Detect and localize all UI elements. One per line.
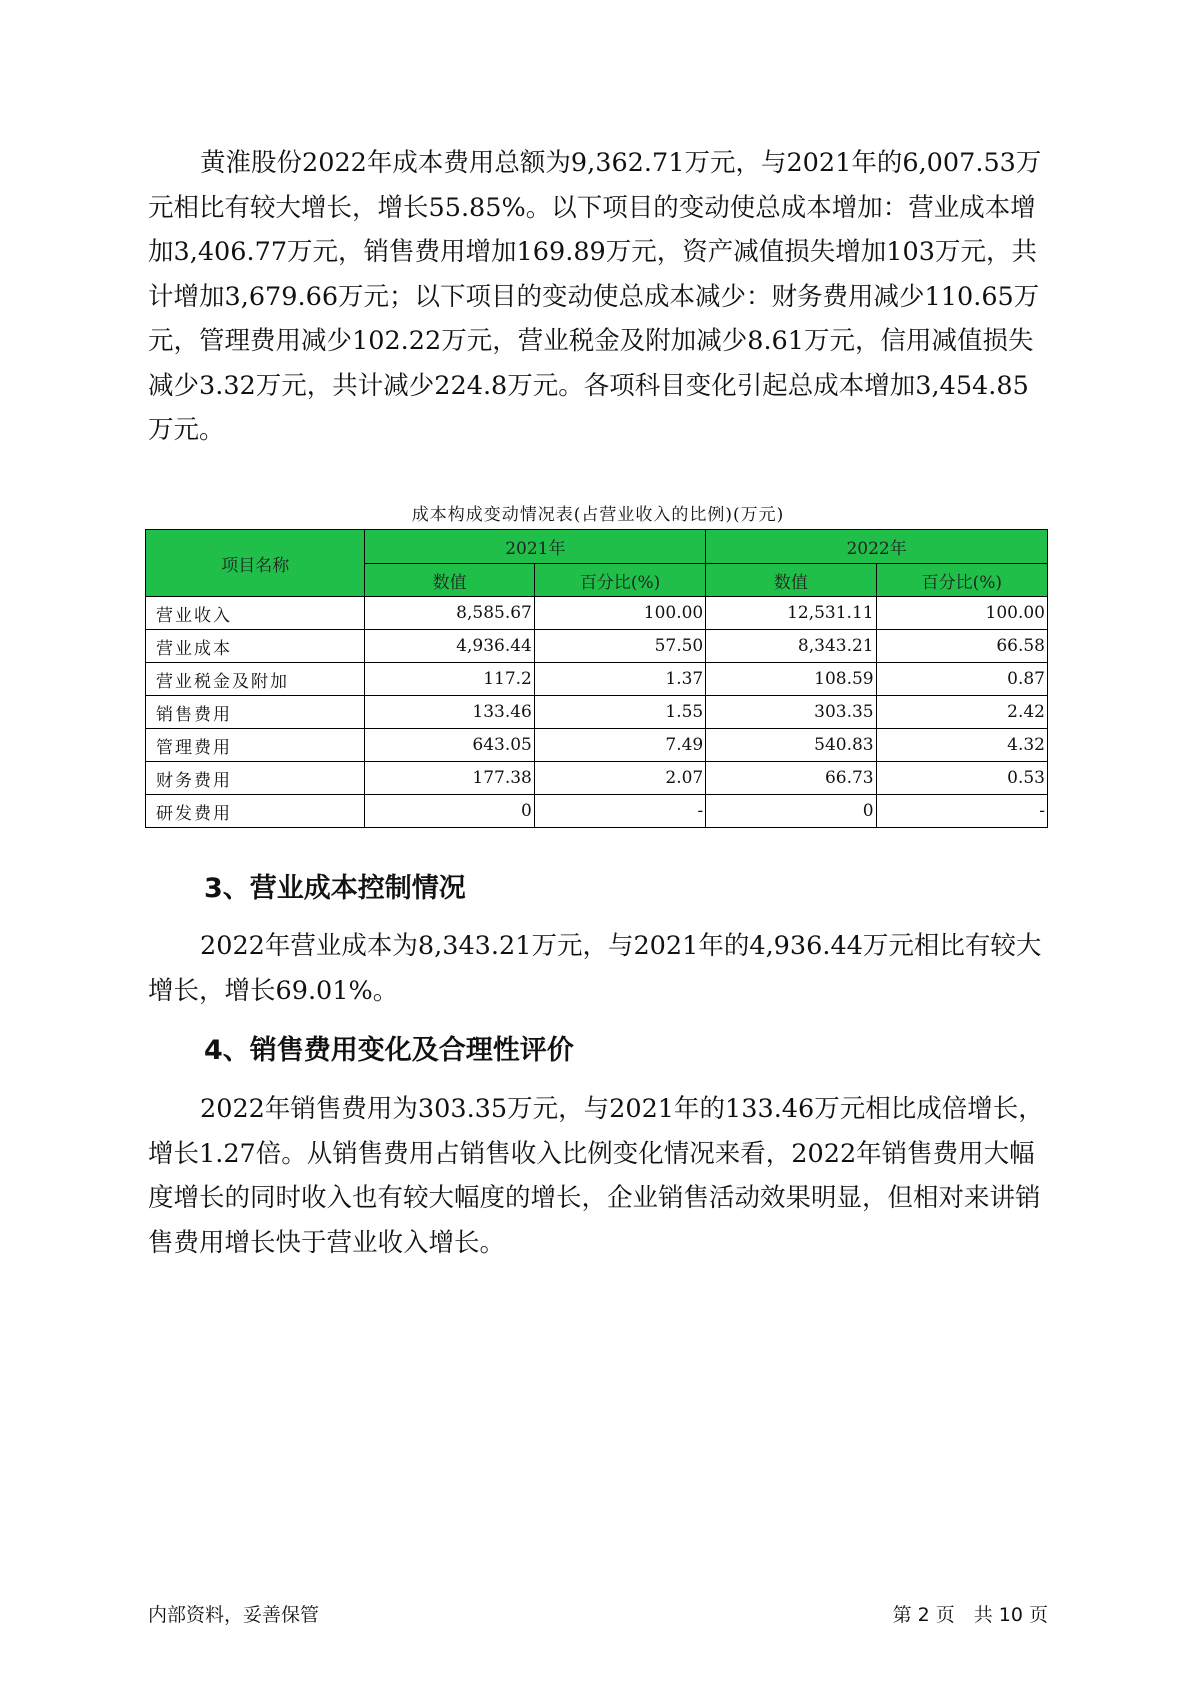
pct-2021: - [534, 795, 705, 828]
cost-structure-table [145, 529, 1048, 828]
pct-2022: 0.53 [876, 762, 1047, 795]
value-2022: 108.59 [706, 663, 876, 696]
pct-2022: 0.87 [876, 663, 1047, 696]
row-name: 营业税金及附加 [146, 663, 365, 696]
table-row [146, 663, 1048, 696]
header-item-name: 项目名称 [146, 530, 365, 597]
paragraph-text: 黄淮股份2022年成本费用总额为9,362.71万元，与2021年的6,007.53万元相比有较大增长，增长55.85%。以下项目的变动使总成本增加：营业成本增加3,406.77万元，销售费用增加169.89万元，资产减值损失增加103万元，共计增加3,679.66万元；以下项目的变动使总成本减少：财务费用减少110.65万元，管理费用减少102.22万元，营业税金及附加减少8.61万元，信用减值损失减少3.32万元，共计减少224.8万元。各项科目变化引起总成本增加3,454.85万元。 [148, 148, 1042, 445]
value-2022: 303.35 [706, 696, 876, 729]
paragraph-text: 2022年销售费用为303.35万元，与2021年的133.46万元相比成倍增长，增长1.27倍。从销售费用占销售收入比例变化情况来看，2022年销售费用大幅度增长的同时收入也有较大幅度的增长，企业销售活动效果明显，但相对来讲销售费用增长快于营业收入增长。 [148, 1094, 1044, 1258]
header-year-2021: 2021年 [365, 530, 706, 564]
value-2022: 0 [706, 795, 876, 828]
value-2022: 12,531.11 [706, 597, 876, 630]
pct-2022: - [876, 795, 1047, 828]
section-heading-4: 4、销售费用变化及合理性评价 [204, 1035, 574, 1066]
value-2021: 4,936.44 [365, 630, 534, 663]
paragraph-cost-summary [148, 141, 1048, 453]
table-row [146, 597, 1048, 630]
paragraph-text: 2022年营业成本为8,343.21万元，与2021年的4,936.44万元相比有较大增长，增长69.01%。 [148, 931, 1042, 1006]
row-name: 财务费用 [146, 762, 365, 795]
row-name: 营业收入 [146, 597, 365, 630]
pct-2022: 2.42 [876, 696, 1047, 729]
pct-2021: 1.37 [534, 663, 705, 696]
pct-2021: 7.49 [534, 729, 705, 762]
pct-2022: 66.58 [876, 630, 1047, 663]
row-name: 研发费用 [146, 795, 365, 828]
footer-page-number: 第 2 页 共 10 页 [892, 1604, 1048, 1626]
header-value-2021: 数值 [365, 564, 534, 597]
value-2021: 643.05 [365, 729, 534, 762]
header-pct-2021: 百分比(%) [534, 564, 705, 597]
table-row [146, 729, 1048, 762]
table-caption: 成本构成变动情况表(占营业收入的比例)(万元) [411, 505, 785, 525]
pct-2021: 1.55 [534, 696, 705, 729]
table-row [146, 696, 1048, 729]
value-2021: 117.2 [365, 663, 534, 696]
value-2022: 540.83 [706, 729, 876, 762]
table-row [146, 630, 1048, 663]
header-value-2022: 数值 [706, 564, 876, 597]
row-name: 营业成本 [146, 630, 365, 663]
row-name: 销售费用 [146, 696, 365, 729]
table-row [146, 795, 1048, 828]
paragraph-sales-expense [148, 1087, 1048, 1265]
row-name: 管理费用 [146, 729, 365, 762]
header-pct-2022: 百分比(%) [876, 564, 1047, 597]
paragraph-operating-cost [148, 924, 1048, 1013]
footer-confidential-note: 内部资料，妥善保管 [148, 1604, 320, 1626]
header-year-2022: 2022年 [706, 530, 1048, 564]
value-2021: 0 [365, 795, 534, 828]
section-heading-3: 3、营业成本控制情况 [204, 873, 466, 904]
pct-2021: 2.07 [534, 762, 705, 795]
table-row [146, 762, 1048, 795]
value-2021: 177.38 [365, 762, 534, 795]
pct-2021: 100.00 [534, 597, 705, 630]
pct-2022: 100.00 [876, 597, 1047, 630]
value-2022: 66.73 [706, 762, 876, 795]
pct-2022: 4.32 [876, 729, 1047, 762]
value-2021: 8,585.67 [365, 597, 534, 630]
value-2021: 133.46 [365, 696, 534, 729]
pct-2021: 57.50 [534, 630, 705, 663]
value-2022: 8,343.21 [706, 630, 876, 663]
